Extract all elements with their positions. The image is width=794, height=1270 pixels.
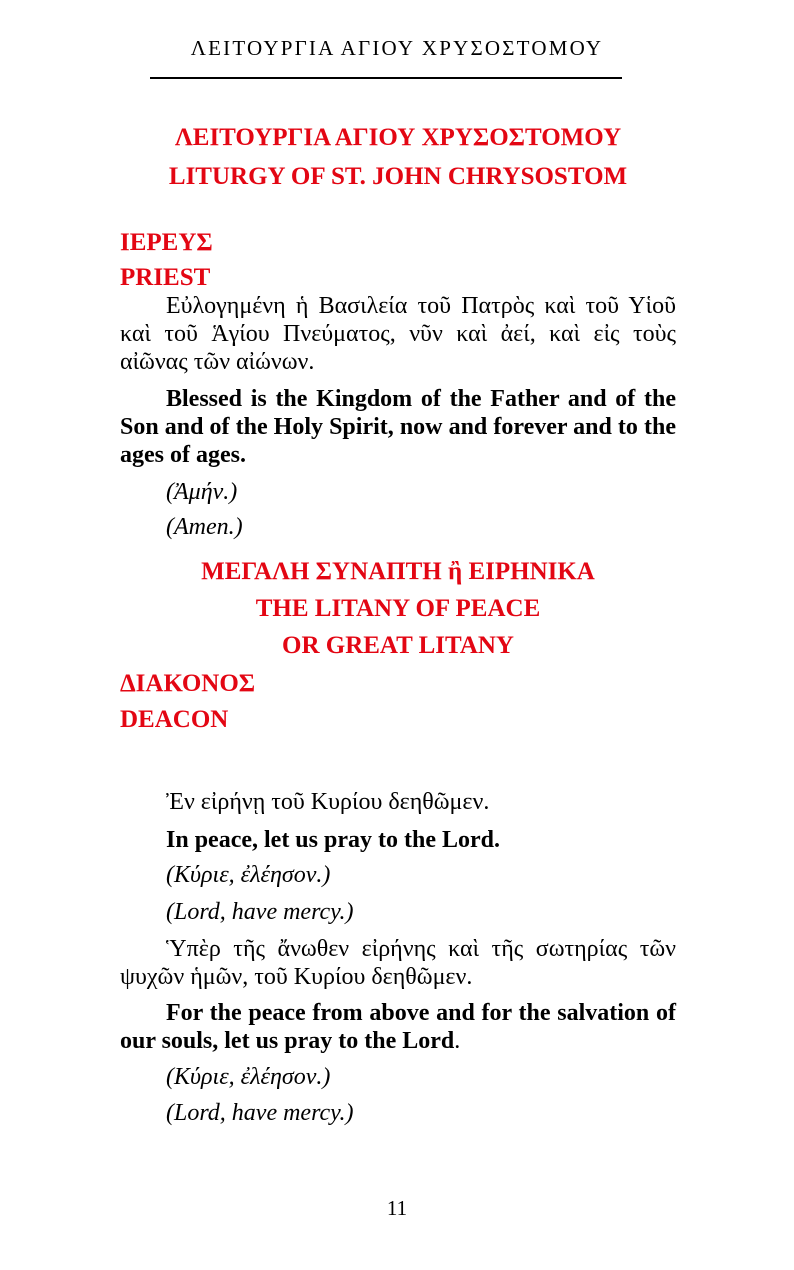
- role-priest-english: PRIEST: [120, 264, 211, 291]
- petition-2-english-end: .: [454, 1028, 461, 1054]
- petition-2-english-bold: For the peace from above and for the salvation of our souls, let us pray to the Lord: [120, 1000, 676, 1054]
- role-priest-greek: ΙΕΡΕΥΣ: [120, 229, 213, 256]
- litany-heading-greek: ΜΕΓΑΛΗ ΣΥΝΑΠΤΗ ἢ ΕΙΡΗΝΙΚΑ: [201, 558, 595, 585]
- response-amen-english: (Amen.): [166, 514, 243, 540]
- role-deacon-greek: ΔΙΑΚΟΝΟΣ: [120, 670, 256, 697]
- title-greek: ΛΕΙΤΟΥΡΓΙΑ ΑΓΙΟΥ ΧΡΥΣΟΣΤΟΜΟΥ: [174, 124, 622, 151]
- litany-heading-english-2: OR GREAT LITANY: [282, 632, 514, 659]
- page-number: 11: [386, 1196, 408, 1220]
- petition-1-english: In peace, let us pray to the Lord.: [166, 827, 500, 853]
- priest-english-text: Blessed is the Kingdom of the Father and of the Son and of the Holy Spirit, now and forever and to the ages of ages.: [120, 386, 676, 468]
- petition-2-english: [120, 999, 676, 1055]
- title-english: LITURGY OF ST. JOHN CHRYSOSTOM: [168, 163, 628, 190]
- petition-1-greek: Ἐν εἰρήνῃ τοῦ Κυρίου δεηθῶμεν.: [166, 789, 490, 815]
- running-head: ΛΕΙΤΟΥΡΓΙΑ ΑΓΙΟΥ ΧΡΥΣΟΣΤΟΜΟΥ: [190, 36, 604, 60]
- response-amen-greek: (Ἀμήν.): [166, 479, 238, 505]
- petition-2-greek: Ὑπὲρ τῆς ἄνωθεν εἰρήνης καὶ τῆς σωτηρίας τῶν ψυχῶν ἡμῶν, τοῦ Κυρίου δεηθῶμεν.: [120, 936, 676, 990]
- petition-1-response-english: (Lord, have mercy.): [166, 899, 354, 925]
- petition-1-response-greek: (Κύριε, ἐλέησον.): [166, 862, 331, 888]
- litany-heading-english-1: THE LITANY OF PEACE: [255, 595, 541, 622]
- petition-2-response-english: (Lord, have mercy.): [166, 1100, 354, 1126]
- role-deacon-english: DEACON: [120, 706, 229, 733]
- header-rule: [150, 77, 622, 79]
- petition-2-response-greek: (Κύριε, ἐλέησον.): [166, 1064, 331, 1090]
- priest-greek-text: Εὐλογημένη ἡ Βασιλεία τοῦ Πατρὸς καὶ τοῦ Υἱοῦ καὶ τοῦ Ἁγίου Πνεύματος, νῦν καὶ ἀεί, καὶ εἰς τοὺς αἰῶνας τῶν αἰώνων.: [120, 293, 676, 375]
